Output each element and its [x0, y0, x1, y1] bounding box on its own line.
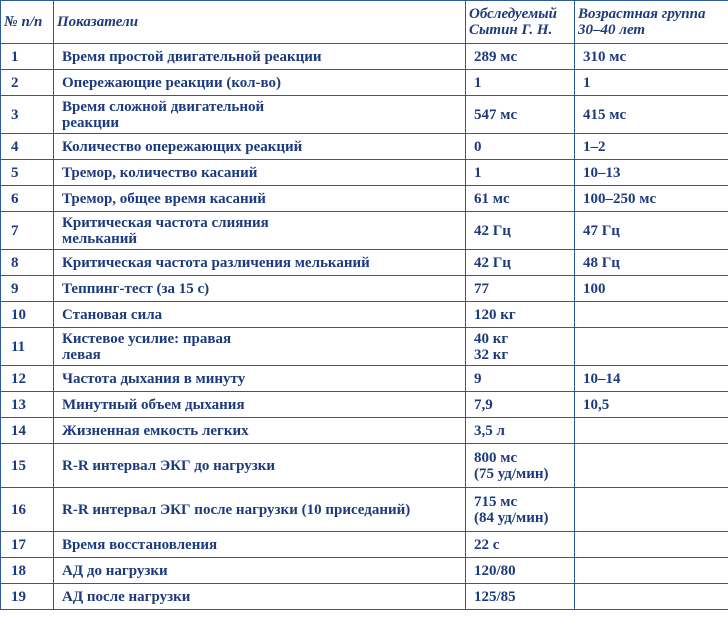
cell-num: 11 — [1, 328, 54, 366]
cell-subject — [466, 302, 575, 328]
cell-indicator — [54, 558, 466, 584]
cell-subject — [466, 134, 575, 160]
cell-indicator — [54, 328, 466, 366]
table-row — [1, 276, 728, 302]
cell-indicator — [54, 70, 466, 96]
cell-num: 2 — [1, 70, 54, 96]
cell-num: 8 — [1, 250, 54, 276]
cell-indicator-line: Жизненная емкость легких — [62, 422, 249, 439]
cell-num: 19 — [1, 584, 54, 610]
table-row — [1, 250, 728, 276]
cell-group — [575, 532, 728, 558]
cell-subject-line: 120/80 — [474, 562, 516, 579]
table-row — [1, 558, 728, 584]
cell-indicator-line: Теппинг-тест (за 15 с) — [62, 280, 210, 297]
cell-group — [575, 134, 728, 160]
cell-subject — [466, 532, 575, 558]
cell-indicator-line: Критическая частота слияния — [62, 214, 269, 231]
table-row — [1, 488, 728, 532]
cell-indicator-line: АД после нагрузки — [62, 588, 191, 605]
cell-indicator-line: Время восстановления — [62, 536, 218, 553]
cell-subject-line: 800 мс — [474, 449, 518, 466]
table-row — [1, 302, 728, 328]
cell-group — [575, 418, 728, 444]
cell-num: 3 — [1, 96, 54, 134]
cell-subject-line: 32 кг — [474, 346, 509, 363]
table-row — [1, 366, 728, 392]
cell-indicator-line: Опережающие реакции (кол-во) — [62, 74, 281, 91]
cell-group — [575, 70, 728, 96]
cell-subject-line: 289 мс — [474, 48, 518, 65]
cell-group-line: 415 мс — [583, 106, 627, 123]
cell-num: 18 — [1, 558, 54, 584]
cell-subject — [466, 328, 575, 366]
cell-group — [575, 44, 728, 70]
cell-group — [575, 584, 728, 610]
cell-group — [575, 328, 728, 366]
cell-indicator-line: Становая сила — [62, 306, 163, 323]
cell-subject-line: 125/85 — [474, 588, 516, 605]
cell-indicator-line: Минутный объем дыхания — [62, 396, 245, 413]
cell-subject-line: 22 с — [474, 536, 500, 553]
cell-num: 13 — [1, 392, 54, 418]
table-row — [1, 532, 728, 558]
cell-group — [575, 276, 728, 302]
table-row — [1, 444, 728, 488]
cell-indicator-line: мельканий — [62, 230, 138, 247]
cell-indicator-line: реакции — [62, 114, 120, 131]
cell-group — [575, 558, 728, 584]
header-group-line: 30–40 лет — [578, 22, 646, 38]
cell-subject — [466, 96, 575, 134]
cell-indicator-line: Время простой двигательной реакции — [62, 48, 322, 65]
cell-subject — [466, 444, 575, 488]
cell-indicator — [54, 96, 466, 134]
cell-num: 6 — [1, 186, 54, 212]
table-row — [1, 186, 728, 212]
cell-subject-line: 9 — [474, 370, 482, 387]
cell-indicator-line: левая — [62, 346, 101, 363]
cell-subject-line: 42 Гц — [474, 222, 511, 239]
cell-group-line: 47 Гц — [583, 222, 620, 239]
cell-subject — [466, 558, 575, 584]
cell-group — [575, 250, 728, 276]
cell-indicator — [54, 212, 466, 250]
cell-subject — [466, 418, 575, 444]
cell-indicator-line: R-R интервал ЭКГ до нагрузки — [62, 457, 276, 474]
cell-subject-line: 3,5 л — [474, 422, 505, 439]
cell-group — [575, 186, 728, 212]
cell-subject-line: 7,9 — [474, 396, 493, 413]
cell-indicator-line: R-R интервал ЭКГ после нагрузки (10 приседаний) — [62, 501, 411, 518]
cell-num: 1 — [1, 44, 54, 70]
cell-group — [575, 96, 728, 134]
cell-indicator — [54, 392, 466, 418]
cell-indicator — [54, 186, 466, 212]
cell-group — [575, 160, 728, 186]
cell-group — [575, 302, 728, 328]
cell-num: 9 — [1, 276, 54, 302]
cell-group-line: 10–13 — [583, 164, 621, 181]
cell-group-line: 10–14 — [583, 370, 621, 387]
cell-subject — [466, 250, 575, 276]
cell-num: 14 — [1, 418, 54, 444]
table-row — [1, 134, 728, 160]
cell-subject — [466, 276, 575, 302]
cell-indicator — [54, 532, 466, 558]
header-group-line: Возрастная группа — [578, 6, 706, 22]
cell-group-line: 310 мс — [583, 48, 627, 65]
cell-subject-line: 77 — [474, 280, 489, 297]
cell-indicator — [54, 250, 466, 276]
cell-indicator — [54, 488, 466, 532]
header-row — [1, 1, 728, 44]
cell-num: 17 — [1, 532, 54, 558]
cell-indicator-line: Количество опережающих реакций — [62, 138, 303, 155]
cell-subject-line: 715 мс — [474, 493, 518, 510]
table-row — [1, 584, 728, 610]
cell-num: 10 — [1, 302, 54, 328]
cell-num: 16 — [1, 488, 54, 532]
cell-indicator — [54, 444, 466, 488]
cell-group — [575, 444, 728, 488]
cell-indicator — [54, 584, 466, 610]
table-row — [1, 328, 728, 366]
cell-subject-line: 1 — [474, 164, 482, 181]
cell-subject — [466, 366, 575, 392]
cell-subject-line: 1 — [474, 74, 482, 91]
table-row — [1, 44, 728, 70]
header-subject-line: Обследуемый — [469, 6, 557, 22]
cell-indicator — [54, 418, 466, 444]
header-num: № п/п — [1, 1, 54, 44]
header-subject-line: Сытин Г. Н. — [469, 22, 553, 38]
cell-indicator — [54, 366, 466, 392]
cell-indicator-line: Тремор, количество касаний — [62, 164, 258, 181]
cell-subject — [466, 212, 575, 250]
cell-subject — [466, 186, 575, 212]
cell-subject — [466, 392, 575, 418]
cell-group-line: 1 — [583, 74, 591, 91]
cell-indicator-line: Кистевое усилие: правая — [62, 330, 232, 347]
cell-indicator-line: Критическая частота различения мельканий — [62, 254, 370, 271]
table-row — [1, 212, 728, 250]
header-indicator: Показатели — [54, 1, 466, 44]
cell-group — [575, 366, 728, 392]
cell-indicator-line: АД до нагрузки — [62, 562, 168, 579]
cell-num: 5 — [1, 160, 54, 186]
cell-subject-line: 0 — [474, 138, 482, 155]
cell-group — [575, 488, 728, 532]
cell-indicator-line: Частота дыхания в минуту — [62, 370, 246, 387]
cell-indicator — [54, 134, 466, 160]
cell-indicator — [54, 302, 466, 328]
cell-subject-line: 61 мс — [474, 190, 510, 207]
header-subject — [466, 1, 575, 44]
cell-indicator-line: Время сложной двигательной — [62, 98, 265, 115]
cell-num: 7 — [1, 212, 54, 250]
table-row — [1, 418, 728, 444]
cell-subject-line: 42 Гц — [474, 254, 511, 271]
cell-num: 12 — [1, 366, 54, 392]
table-row — [1, 160, 728, 186]
cell-group-line: 1–2 — [583, 138, 606, 155]
table-row — [1, 392, 728, 418]
cell-subject-line: 40 кг — [474, 330, 509, 347]
cell-subject-line: (84 уд/мин) — [474, 509, 549, 526]
cell-group — [575, 212, 728, 250]
cell-subject — [466, 584, 575, 610]
cell-group-line: 48 Гц — [583, 254, 620, 271]
cell-subject — [466, 160, 575, 186]
cell-subject — [466, 44, 575, 70]
cell-group-line: 100–250 мс — [583, 190, 657, 207]
cell-indicator — [54, 44, 466, 70]
header-group — [575, 1, 728, 44]
cell-group — [575, 392, 728, 418]
cell-indicator-line: Тремор, общее время касаний — [62, 190, 266, 207]
cell-subject-line: 547 мс — [474, 106, 518, 123]
cell-indicator — [54, 160, 466, 186]
cell-subject-line: 120 кг — [474, 306, 516, 323]
cell-indicator — [54, 276, 466, 302]
table-row — [1, 70, 728, 96]
cell-subject — [466, 488, 575, 532]
cell-num: 15 — [1, 444, 54, 488]
cell-subject-line: (75 уд/мин) — [474, 465, 549, 482]
table-row — [1, 96, 728, 134]
cell-num: 4 — [1, 134, 54, 160]
cell-group-line: 100 — [583, 280, 606, 297]
cell-subject — [466, 70, 575, 96]
cell-group-line: 10,5 — [583, 396, 610, 413]
